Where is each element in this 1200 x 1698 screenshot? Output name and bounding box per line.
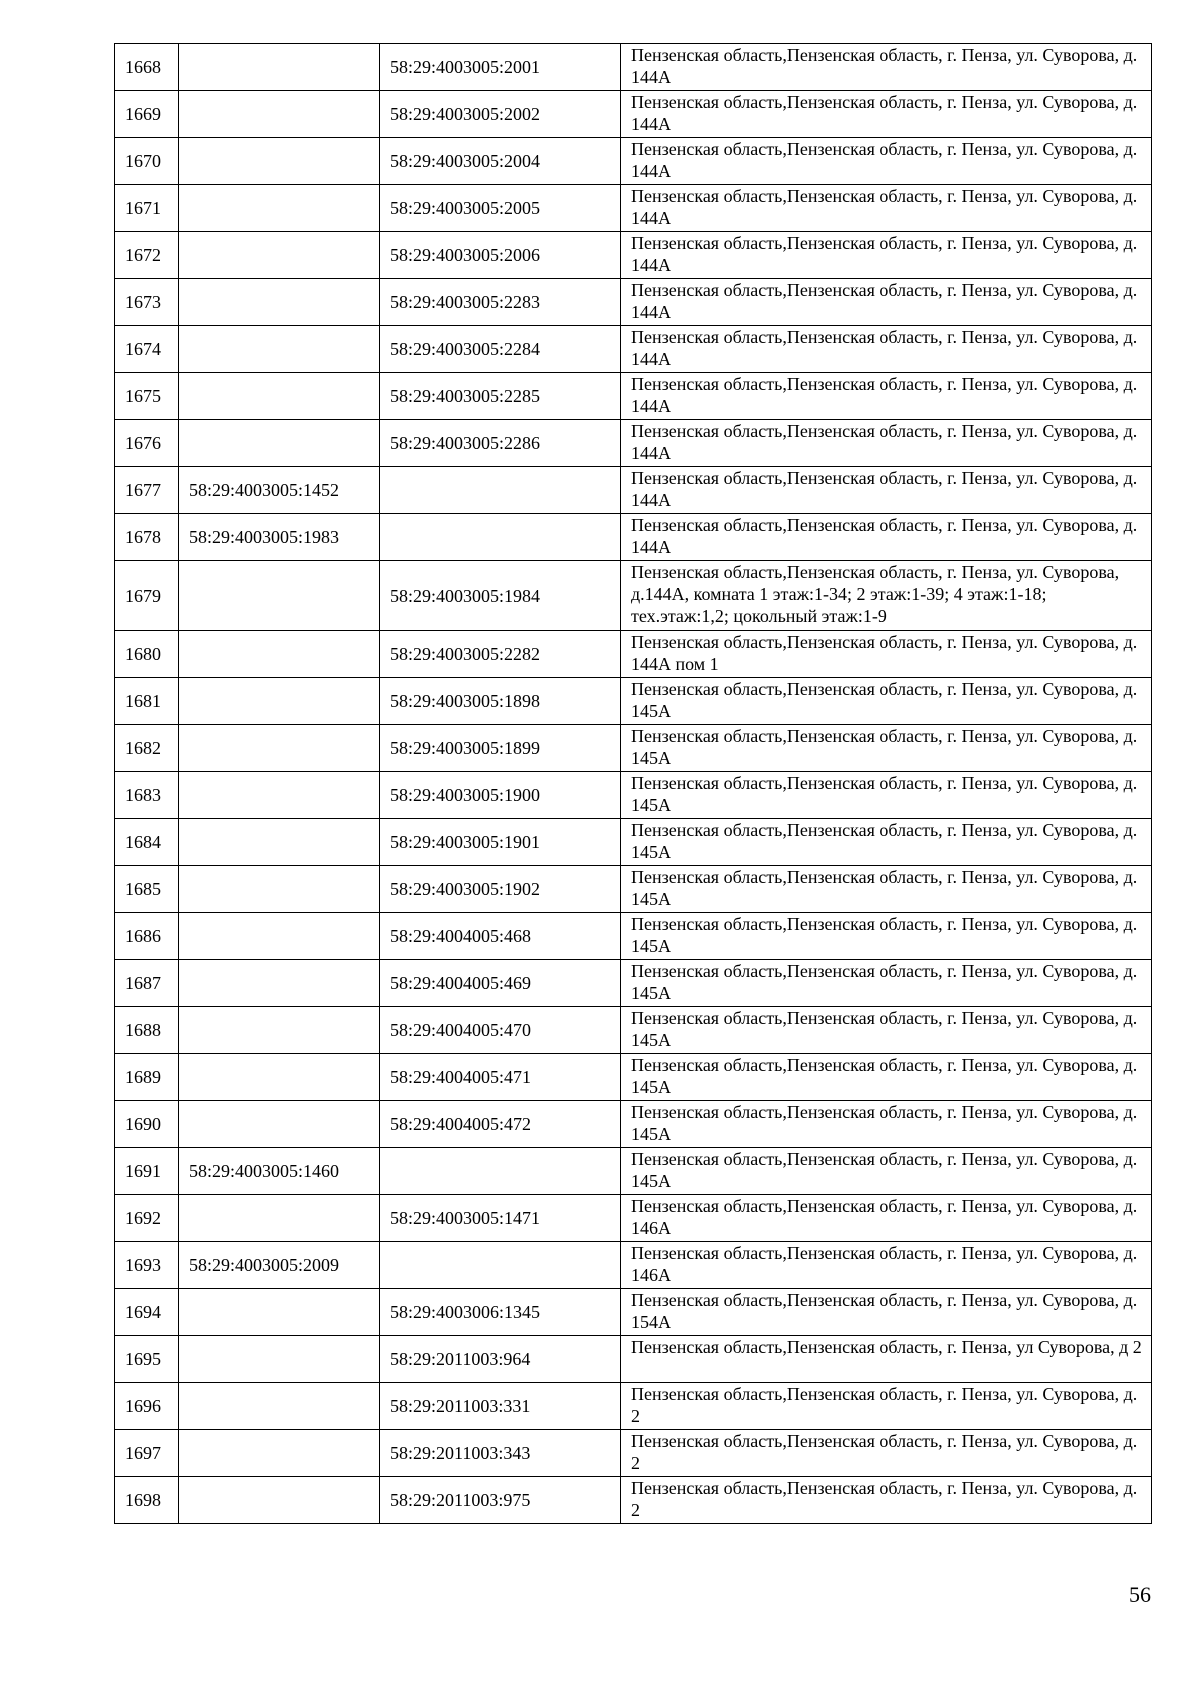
table-row <box>115 1148 1152 1195</box>
address-cell: Пензенская область,Пензенская область, г. Пенза, ул. Суворова, д. 144А <box>621 138 1152 185</box>
address-cell: Пензенская область,Пензенская область, г. Пенза, ул. Суворова, д. 145А <box>621 1054 1152 1101</box>
cadastral-number-a-cell <box>179 678 380 725</box>
table-row <box>115 678 1152 725</box>
cadastral-number-b-cell: 58:29:4004005:470 <box>380 1007 621 1054</box>
address-cell: Пензенская область,Пензенская область, г. Пенза, ул. Суворова, д. 154А <box>621 1289 1152 1336</box>
table-row <box>115 913 1152 960</box>
row-number-cell: 1695 <box>115 1336 179 1383</box>
address-cell: Пензенская область,Пензенская область, г. Пенза, ул Суворова, д 2 <box>621 1336 1152 1383</box>
address-cell: Пензенская область,Пензенская область, г. Пенза, ул. Суворова, д. 144А <box>621 232 1152 279</box>
cadastral-number-b-cell: 58:29:4003005:2285 <box>380 373 621 420</box>
address-cell: Пензенская область,Пензенская область, г. Пенза, ул. Суворова, д. 145А <box>621 819 1152 866</box>
table-row <box>115 772 1152 819</box>
row-number-cell: 1671 <box>115 185 179 232</box>
address-cell: Пензенская область,Пензенская область, г. Пенза, ул. Суворова, д. 144А <box>621 467 1152 514</box>
row-number-cell: 1676 <box>115 420 179 467</box>
cadastral-number-a-cell <box>179 1336 380 1383</box>
cadastral-number-a-cell <box>179 1195 380 1242</box>
cadastral-number-a-cell <box>179 1430 380 1477</box>
cadastral-number-a-cell <box>179 1007 380 1054</box>
table-row <box>115 1289 1152 1336</box>
row-number-cell: 1680 <box>115 631 179 678</box>
address-cell: Пензенская область,Пензенская область, г. Пенза, ул. Суворова, д. 144А <box>621 420 1152 467</box>
cadastral-number-b-cell: 58:29:4004005:471 <box>380 1054 621 1101</box>
cadastral-number-a-cell <box>179 185 380 232</box>
table-row <box>115 819 1152 866</box>
cadastral-number-b-cell: 58:29:2011003:964 <box>380 1336 621 1383</box>
cadastral-number-b-cell: 58:29:4003005:1984 <box>380 561 621 631</box>
cadastral-number-b-cell <box>380 467 621 514</box>
cadastral-number-a-cell <box>179 1383 380 1430</box>
table-row <box>115 1477 1152 1524</box>
row-number-cell: 1673 <box>115 279 179 326</box>
row-number-cell: 1668 <box>115 44 179 91</box>
page-number: 56 <box>1129 1582 1151 1607</box>
row-number-cell: 1681 <box>115 678 179 725</box>
address-cell: Пензенская область,Пензенская область, г. Пенза, ул. Суворова, д. 146А <box>621 1195 1152 1242</box>
table-row <box>115 420 1152 467</box>
row-number-cell: 1674 <box>115 326 179 373</box>
table-row <box>115 631 1152 678</box>
row-number-cell: 1669 <box>115 91 179 138</box>
cadastral-number-b-cell: 58:29:4003005:1471 <box>380 1195 621 1242</box>
table-row <box>115 561 1152 631</box>
cadastral-number-b-cell: 58:29:4004005:468 <box>380 913 621 960</box>
address-cell: Пензенская область,Пензенская область, г. Пенза, ул. Суворова, д. 144А <box>621 44 1152 91</box>
cadastral-number-a-cell: 58:29:4003005:2009 <box>179 1242 380 1289</box>
address-cell: Пензенская область,Пензенская область, г. Пенза, ул. Суворова, д. 146А <box>621 1242 1152 1289</box>
row-number-cell: 1691 <box>115 1148 179 1195</box>
cadastral-number-b-cell: 58:29:2011003:343 <box>380 1430 621 1477</box>
table-row <box>115 1383 1152 1430</box>
address-cell: Пензенская область,Пензенская область, г. Пенза, ул. Суворова, д. 2 <box>621 1383 1152 1430</box>
row-number-cell: 1694 <box>115 1289 179 1336</box>
address-cell: Пензенская область,Пензенская область, г. Пенза, ул. Суворова, д. 145А <box>621 725 1152 772</box>
cadastral-number-a-cell <box>179 960 380 1007</box>
cadastral-number-a-cell <box>179 1289 380 1336</box>
row-number-cell: 1685 <box>115 866 179 913</box>
row-number-cell: 1693 <box>115 1242 179 1289</box>
cadastral-number-a-cell <box>179 819 380 866</box>
cadastral-number-a-cell <box>179 1477 380 1524</box>
cadastral-number-b-cell: 58:29:4003005:1899 <box>380 725 621 772</box>
address-cell: Пензенская область,Пензенская область, г. Пенза, ул. Суворова, д. 144А <box>621 91 1152 138</box>
address-cell: Пензенская область,Пензенская область, г. Пенза, ул. Суворова, д. 145А <box>621 913 1152 960</box>
address-cell: Пензенская область,Пензенская область, г. Пенза, ул. Суворова, д. 145А <box>621 866 1152 913</box>
cadastral-number-a-cell <box>179 1054 380 1101</box>
cadastral-number-b-cell <box>380 1148 621 1195</box>
cadastral-number-b-cell: 58:29:4003005:2001 <box>380 44 621 91</box>
cadastral-number-a-cell <box>179 420 380 467</box>
row-number-cell: 1672 <box>115 232 179 279</box>
table-row <box>115 373 1152 420</box>
table-row <box>115 44 1152 91</box>
address-cell: Пензенская область,Пензенская область, г. Пенза, ул. Суворова, д. 145А <box>621 1148 1152 1195</box>
registry-table-body <box>115 44 1152 1524</box>
cadastral-number-b-cell: 58:29:4003005:2004 <box>380 138 621 185</box>
table-row <box>115 138 1152 185</box>
cadastral-number-b-cell: 58:29:4003005:2282 <box>380 631 621 678</box>
row-number-cell: 1689 <box>115 1054 179 1101</box>
address-cell: Пензенская область,Пензенская область, г. Пенза, ул. Суворова, д. 144А <box>621 279 1152 326</box>
table-row <box>115 326 1152 373</box>
row-number-cell: 1687 <box>115 960 179 1007</box>
row-number-cell: 1675 <box>115 373 179 420</box>
address-cell: Пензенская область,Пензенская область, г. Пенза, ул. Суворова, д. 145А <box>621 772 1152 819</box>
address-cell: Пензенская область,Пензенская область, г. Пенза, ул. Суворова, д. 144А <box>621 514 1152 561</box>
cadastral-number-a-cell <box>179 866 380 913</box>
cadastral-number-b-cell: 58:29:2011003:975 <box>380 1477 621 1524</box>
row-number-cell: 1688 <box>115 1007 179 1054</box>
cadastral-number-a-cell <box>179 1101 380 1148</box>
address-cell: Пензенская область,Пензенская область, г. Пенза, ул. Суворова, д. 2 <box>621 1430 1152 1477</box>
address-cell: Пензенская область,Пензенская область, г. Пенза, ул. Суворова, д. 144А <box>621 185 1152 232</box>
cadastral-number-a-cell <box>179 772 380 819</box>
cadastral-number-a-cell <box>179 561 380 631</box>
address-cell: Пензенская область,Пензенская область, г. Пенза, ул. Суворова, д. 145А <box>621 678 1152 725</box>
row-number-cell: 1677 <box>115 467 179 514</box>
table-row <box>115 1336 1152 1383</box>
cadastral-number-a-cell <box>179 279 380 326</box>
cadastral-number-b-cell: 58:29:4003005:2286 <box>380 420 621 467</box>
cadastral-number-a-cell <box>179 91 380 138</box>
row-number-cell: 1683 <box>115 772 179 819</box>
cadastral-number-a-cell <box>179 631 380 678</box>
table-row <box>115 1242 1152 1289</box>
row-number-cell: 1696 <box>115 1383 179 1430</box>
row-number-cell: 1679 <box>115 561 179 631</box>
table-row <box>115 514 1152 561</box>
table-row <box>115 1007 1152 1054</box>
table-row <box>115 866 1152 913</box>
table-row <box>115 279 1152 326</box>
row-number-cell: 1692 <box>115 1195 179 1242</box>
row-number-cell: 1682 <box>115 725 179 772</box>
address-cell: Пензенская область,Пензенская область, г. Пенза, ул. Суворова, д. 144А <box>621 373 1152 420</box>
row-number-cell: 1686 <box>115 913 179 960</box>
row-number-cell: 1670 <box>115 138 179 185</box>
table-row <box>115 960 1152 1007</box>
row-number-cell: 1698 <box>115 1477 179 1524</box>
cadastral-number-b-cell: 58:29:4003005:2005 <box>380 185 621 232</box>
table-row <box>115 232 1152 279</box>
cadastral-number-a-cell <box>179 725 380 772</box>
address-cell: Пензенская область,Пензенская область, г. Пенза, ул. Суворова, д. 2 <box>621 1477 1152 1524</box>
row-number-cell: 1678 <box>115 514 179 561</box>
cadastral-number-b-cell: 58:29:4003005:2002 <box>380 91 621 138</box>
cadastral-number-b-cell <box>380 1242 621 1289</box>
cadastral-number-a-cell <box>179 373 380 420</box>
cadastral-number-a-cell: 58:29:4003005:1460 <box>179 1148 380 1195</box>
table-row <box>115 467 1152 514</box>
cadastral-number-a-cell <box>179 913 380 960</box>
cadastral-number-a-cell <box>179 44 380 91</box>
cadastral-number-b-cell: 58:29:4003005:1898 <box>380 678 621 725</box>
cadastral-number-b-cell: 58:29:4003005:2006 <box>380 232 621 279</box>
cadastral-number-b-cell <box>380 514 621 561</box>
address-cell: Пензенская область,Пензенская область, г. Пенза, ул. Суворова, д. 145А <box>621 1101 1152 1148</box>
cadastral-number-b-cell: 58:29:4003005:2284 <box>380 326 621 373</box>
address-cell: Пензенская область,Пензенская область, г. Пенза, ул. Суворова, д. 145А <box>621 1007 1152 1054</box>
cadastral-number-a-cell: 58:29:4003005:1452 <box>179 467 380 514</box>
registry-table <box>114 43 1152 1524</box>
address-cell: Пензенская область,Пензенская область, г. Пенза, ул. Суворова, д.144А, комната 1 этаж:1-34; 2 этаж:1-39; 4 этаж:1-18; тех.этаж:1,2; цокольный этаж:1-9 <box>621 561 1152 631</box>
cadastral-number-b-cell: 58:29:4004005:469 <box>380 960 621 1007</box>
table-row <box>115 1430 1152 1477</box>
cadastral-number-a-cell: 58:29:4003005:1983 <box>179 514 380 561</box>
cadastral-number-b-cell: 58:29:4003005:1901 <box>380 819 621 866</box>
row-number-cell: 1697 <box>115 1430 179 1477</box>
row-number-cell: 1690 <box>115 1101 179 1148</box>
row-number-cell: 1684 <box>115 819 179 866</box>
table-row <box>115 91 1152 138</box>
cadastral-number-b-cell: 58:29:4003005:1902 <box>380 866 621 913</box>
address-cell: Пензенская область,Пензенская область, г. Пенза, ул. Суворова, д. 145А <box>621 960 1152 1007</box>
cadastral-number-a-cell <box>179 138 380 185</box>
cadastral-number-b-cell: 58:29:4004005:472 <box>380 1101 621 1148</box>
address-cell: Пензенская область,Пензенская область, г. Пенза, ул. Суворова, д. 144А <box>621 326 1152 373</box>
table-row <box>115 1101 1152 1148</box>
cadastral-number-a-cell <box>179 232 380 279</box>
table-row <box>115 725 1152 772</box>
table-row <box>115 1195 1152 1242</box>
cadastral-number-b-cell: 58:29:2011003:331 <box>380 1383 621 1430</box>
table-row <box>115 1054 1152 1101</box>
cadastral-number-b-cell: 58:29:4003005:1900 <box>380 772 621 819</box>
address-cell: Пензенская область,Пензенская область, г. Пенза, ул. Суворова, д. 144А пом 1 <box>621 631 1152 678</box>
cadastral-number-b-cell: 58:29:4003005:2283 <box>380 279 621 326</box>
table-row <box>115 185 1152 232</box>
cadastral-number-a-cell <box>179 326 380 373</box>
cadastral-number-b-cell: 58:29:4003006:1345 <box>380 1289 621 1336</box>
